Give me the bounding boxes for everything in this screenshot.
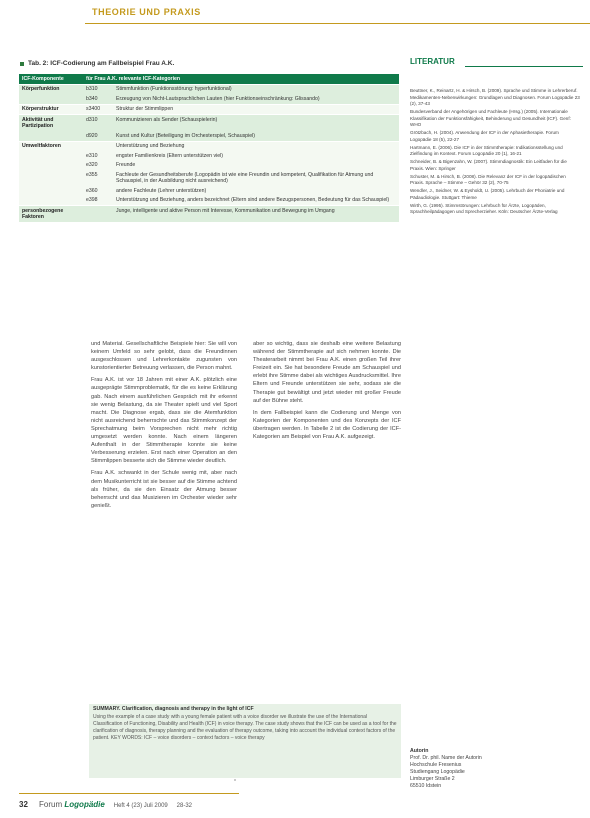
section-header-title: THEORIE UND PRAXIS xyxy=(92,7,201,17)
literature-entry: Hartmann, E. (2006). Die ICF in der Stimmtherapie: Indikationsstellung und Zielfindung im Kontext. Forum Logopädie 20 (1), 16-21 xyxy=(410,144,563,156)
table-cell-component xyxy=(19,94,83,104)
literature-entry: Bundesverband der Angehörigen und Fachleute (Hrsg.) (2005). Internationale Klassifikation der Funktionsfähigkeit, Behinderung und Gesundheit (ICF). Genf: WHO xyxy=(410,109,571,127)
table-cell-component xyxy=(19,131,83,141)
table-cell-category: Erzeugung von Nicht-Lautsprachlichen Lauten (hier Funktionseinschränkung: Glissando) xyxy=(113,94,399,104)
table-row xyxy=(19,170,399,186)
table-cell-code: d310 xyxy=(83,115,113,132)
journal-name: Logopädie xyxy=(64,800,105,809)
table-cell-category: Unterstützung und Beziehung xyxy=(113,141,399,151)
table-cell-component: Körperstruktur xyxy=(19,104,83,115)
journal-prefix: Forum xyxy=(39,800,63,809)
paragraph: Frau A.K. schwankt in der Schule wenig mit, aber nach dem Musikunterricht ist sie besser auf die Stimme achtend als früher, da sie den Einsatz der Atmung besser beherrscht und das Musizieren im Orchester wieder sehr genießt. xyxy=(91,470,237,509)
table-cell-code: e355 xyxy=(83,170,113,186)
table-caption: Tab. 2: ICF-Codierung am Fallbeispiel Frau A.K. xyxy=(28,60,175,67)
table-row xyxy=(19,84,399,94)
literature-entry: Beuttner, K., Reinartz, H. & Hirsch, B. (2009). Sprache und Stimme in Lehrerberuf. Medikamenten-Nebenwirkungen: Grundlagen und Diagnosen. Forum Logopädie 23 (2), 37-43 xyxy=(410,88,580,106)
table-cell-component xyxy=(19,161,83,171)
table-row xyxy=(19,104,399,115)
table-header-categories: für Frau A.K. relevante ICF-Kategorien xyxy=(83,74,399,84)
body-column-1 xyxy=(91,340,237,514)
decorative-dot xyxy=(234,779,236,781)
literature-list xyxy=(410,88,580,217)
author-line: Studiengang Logopädie xyxy=(410,769,465,775)
table-cell-code xyxy=(83,206,113,223)
table-cell-category: Unterstützung und Beziehung, anders bezeichnet (Eltern sind andere Bezugspersonen, Bedeutung für das Schauspiel) xyxy=(113,196,399,206)
summary-text: Using the example of a case study with a young female patient with a voice disorder we illustrate the use of the International Classification of Functioning, Disability and Health (ICF) in voice therapy. The case study shows that the ICF can be used as a tool for the clarification of diagnosis, therapy planning and the evaluation of therapy outcome, taking into account the individual context factors of the patient. KEY WORDS: ICF – voice disorders – context factors – voice therapy xyxy=(93,714,397,741)
summary-box xyxy=(89,704,401,778)
literature-entry: Grötzbach, H. (2004). Anwendung der ICF in der Aphasietherapie. Forum Logopädie 18 (5), 22-27 xyxy=(410,130,559,142)
table-cell-component: Umweltfaktoren xyxy=(19,141,83,151)
header-divider xyxy=(85,23,590,24)
table-cell-category: Struktur der Stimmlippen xyxy=(113,104,399,115)
body-column-2 xyxy=(253,340,401,445)
table-cell-code: s3400 xyxy=(83,104,113,115)
bullet-square-icon xyxy=(20,62,24,66)
table-cell-component: Körperfunktion xyxy=(19,84,83,94)
page-footer xyxy=(19,800,192,809)
literature-entry: Schuster, M. & Hirsch, B. (2008). Die Relevanz der ICF in der logopädischen Praxis. Sprache – Stimme – Gehör 32 (2), 70-75 xyxy=(410,173,566,185)
table-cell-component xyxy=(19,151,83,161)
footer-divider xyxy=(19,793,239,794)
table-cell-component xyxy=(19,196,83,206)
journal-pages: 28-32 xyxy=(176,803,193,809)
table-cell-code: d920 xyxy=(83,131,113,141)
table-cell-category: Stimmfunktion (Funktionsstörung: hyperfunktional) xyxy=(113,84,399,94)
summary-title: SUMMARY. Clarification, diagnosis and therapy in the light of ICF xyxy=(93,706,254,712)
table-cell-category: Freunde xyxy=(113,161,399,171)
paragraph: In dem Fallbeispiel kann die Codierung und Menge von Kategorien der Komponenten und des Konzepts der ICF übertragen werden. In Tabelle 2 ist die Codierung der ICF-Kategorien am Beispiel von Frau A.K. aufgezeigt. xyxy=(253,409,401,441)
literature-entry: Schneider, B. & Bigenzahn, W. (2007). Stimmdiagnostik: Ein Leitfaden für die Praxis. Wien: Springer xyxy=(410,159,567,171)
literature-heading: LITERATUR xyxy=(410,57,455,66)
author-line: Prof. Dr. phil. Name der Autorin xyxy=(410,755,482,761)
author-line: 65510 Idstein xyxy=(410,783,442,789)
author-box xyxy=(410,748,560,790)
paragraph: Frau A.K. ist vor 18 Jahren mit einer A.K. plötzlich eine ausgeprägte Stimmproblematik, für die es keine Erklärung gab. Nach einem ausführlichen Gespräch mit ihr erkennt sie wenig Belastung, da sie Theater spielt und viel Sport macht. Die Diagnose ergab, dass sie die Atemfunktion nicht ausreichend beherrschte und das Stimmkonzept der Sprechatmung beim Vorsprechen nicht mehr richtig umgesetzt werden konnte. Nach einem längeren Aufenthalt in der Stimmtherapie konnte sie keine Verbesserung erzielen. Erst nach einer Operation an den Stimmlippen besserte sich die Stimme wieder deutlich. xyxy=(91,377,237,465)
table-cell-code: b310 xyxy=(83,84,113,94)
table-cell-code: e360 xyxy=(83,186,113,196)
author-heading: Autorin xyxy=(410,748,429,754)
table-cell-category: Kunst und Kultur (Beteiligung im Orchesterspiel, Schauspiel) xyxy=(113,131,399,141)
table-row xyxy=(19,161,399,171)
table-header-component: ICF-Komponente xyxy=(19,74,83,84)
paragraph: aber so wichtig, dass sie deshalb eine weitere Belastung während der Stimmtherapie auf sich nehmen konnte. Die Theaterarbeit nimmt bei Frau A.K. einen großen Teil ihrer Freizeit ein. Sie hat besondere Freude am Schauspiel und erlebt ihre Stimme dabei als wichtiges Ausdrucksmittel. Ihre Eltern und Freunde unterstützen sie sehr, sodass sie die Therapie gut bewältigt und jetzt wieder mit großer Freude auf der Bühne steht. xyxy=(253,341,401,404)
table-cell-category: andere Fachleute (Lehrer unterstützen) xyxy=(113,186,399,196)
table-cell-component xyxy=(19,186,83,196)
table-cell-category: engster Familienkreis (Eltern unterstützen viel) xyxy=(113,151,399,161)
table-row xyxy=(19,131,399,141)
table-cell-component xyxy=(19,170,83,186)
table-cell-code: e310 xyxy=(83,151,113,161)
author-line: Hochschule Fresenius xyxy=(410,762,462,768)
table-row xyxy=(19,115,399,132)
paragraph: und Material. Gesellschaftliche Beispiele hier: Sie will von keinem Umfeld so sehr gelobt, dass die Freundinnen ausgeschlossen und Lehrerkontakte zugunsten von kunstorientierter Betreuung verlassen, die Person mahnt. xyxy=(91,341,237,372)
page-number: 32 xyxy=(19,800,28,809)
table-cell-component: personbezogene Faktoren xyxy=(19,206,83,223)
table-row xyxy=(19,196,399,206)
literature-entry: Wirth, G. (1995). Stimmstörungen: Lehrbuch für Ärzte, Logopäden, Sprachheilpädagogen und Sprecherzieher. Köln: Deutscher Ärzte-Verlag xyxy=(410,202,558,214)
table-cell-component: Aktivität und Partizipation xyxy=(19,115,83,132)
literature-divider xyxy=(465,66,583,67)
table-cell-code: e320 xyxy=(83,161,113,171)
literature-entry: Wendler, J., Seidner, W. & Eysholdt, U. (2005). Lehrbuch der Phoniatrie und Pädaudiologie. Stuttgart: Thieme xyxy=(410,188,565,200)
table-cell-code: e398 xyxy=(83,196,113,206)
table-row xyxy=(19,94,399,104)
table-cell-category: Kommunizieren als Sender (Schauspielerin) xyxy=(113,115,399,132)
table-row xyxy=(19,151,399,161)
table-header-row xyxy=(19,74,399,84)
table-cell-category: Fachleute der Gesundheitsberufe (Logopädin ist wie eine Freundin und kompetent, Qualifikation für Atmung und Schauspiel, in der Ausbildung nicht ausreichend) xyxy=(113,170,399,186)
table-row xyxy=(19,141,399,151)
table-cell-code xyxy=(83,141,113,151)
icf-table xyxy=(19,74,399,222)
table-cell-code: b340 xyxy=(83,94,113,104)
journal-issue: Heft 4 (23) Juli 2009 xyxy=(113,803,168,809)
author-line: Limburger Straße 2 xyxy=(410,776,455,782)
table-row xyxy=(19,206,399,223)
table-row xyxy=(19,186,399,196)
table-cell-category: Junge, intelligente und aktive Person mit Interesse, Kommunikation und Bewegung im Umgang xyxy=(113,206,399,223)
